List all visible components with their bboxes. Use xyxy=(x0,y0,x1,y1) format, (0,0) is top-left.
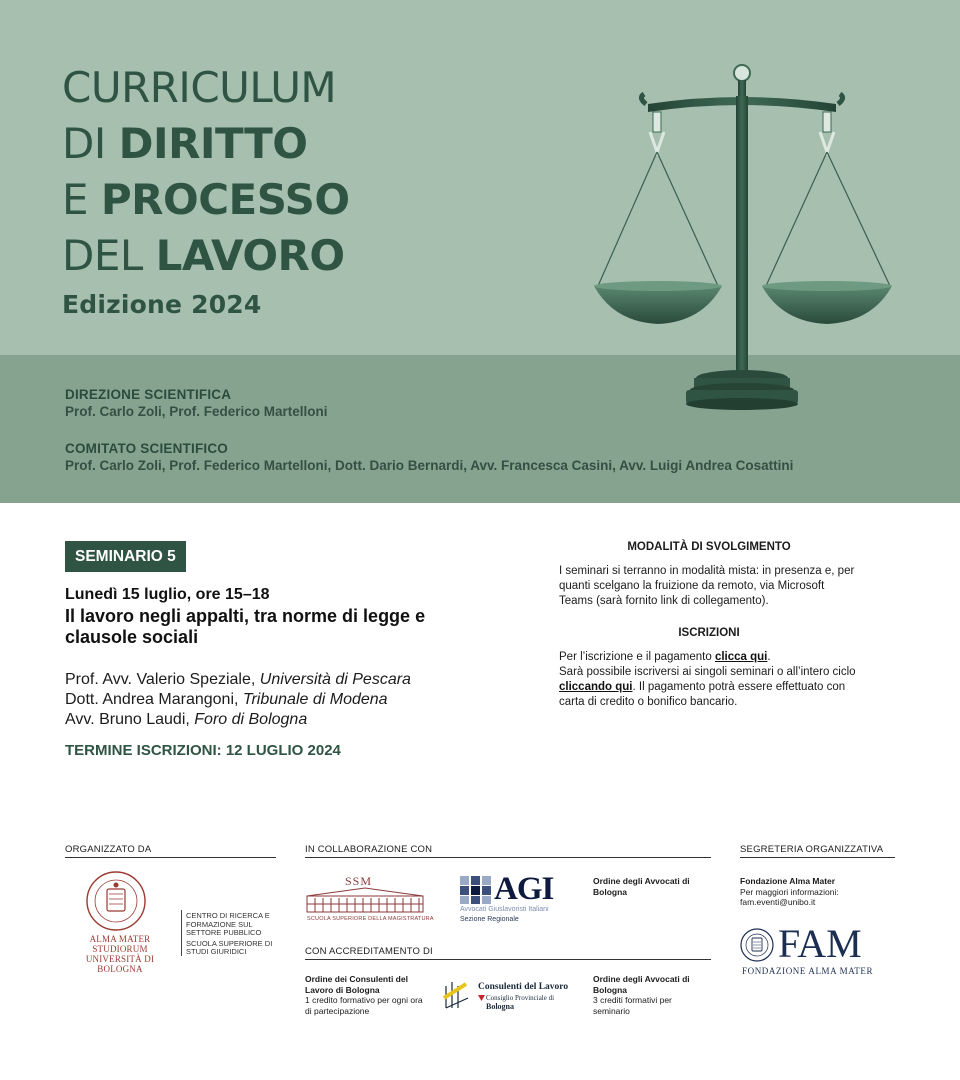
segreteria-heading: SEGRETERIA ORGANIZZATIVA xyxy=(740,844,884,855)
comitato-names: Prof. Carlo Zoli, Prof. Federico Martelloni, Dott. Dario Bernardi, Avv. Francesca Casini, Avv. Luigi Andrea Cosattini xyxy=(65,458,794,473)
speaker-item: Prof. Avv. Valerio Speziale, Università di Pescara xyxy=(65,671,411,688)
consulenti-accreditation: Ordine dei Consulenti del Lavoro di Bologna 1 credito formativo per ogni ora di partecipazione xyxy=(305,974,423,1016)
registration-deadline: TERMINE ISCRIZIONI: 12 LUGLIO 2024 xyxy=(65,742,341,759)
organizzato-heading: ORGANIZZATO DA xyxy=(65,844,152,855)
fam-logo: FAM FONDAZIONE ALMA MATER xyxy=(742,921,874,976)
ssm-building-icon xyxy=(305,886,425,914)
iscrizioni-text: Per l’iscrizione e il pagamento clicca qui. Sarà possibile iscriversi ai singoli seminari o all’intero ciclo cliccando qui. Il pagamento potrà essere effettuato con carta di credito o bonifico bancario. xyxy=(559,651,856,708)
justice-scale-icon xyxy=(590,60,910,420)
red-triangle-icon xyxy=(478,995,485,1001)
segreteria-email[interactable]: fam.eventi@unibo.it xyxy=(740,897,816,907)
title-line-1: CURRICULUM xyxy=(62,63,337,112)
divider xyxy=(305,857,711,858)
modalita-text: I seminari si terranno in modalità mista: in presenza e, per quanti scelgano la fruizione da remoto, via Microsoft Teams (sarà fornito link di collegamento). xyxy=(559,565,855,607)
accreditamento-heading: CON ACCREDITAMENTO DI xyxy=(305,946,433,957)
divider xyxy=(65,857,276,858)
unibo-seal-icon xyxy=(85,870,147,932)
title-line-2: DI DIRITTO xyxy=(62,119,308,168)
ordine-avvocati-collab: Ordine degli Avvocati di Bologna xyxy=(593,876,690,897)
unibo-name: ALMA MATER STUDIORUM UNIVERSITÀ DI BOLOGNA xyxy=(85,934,155,974)
iscrizioni-heading: ISCRIZIONI xyxy=(678,627,740,639)
consulenti-mark-icon xyxy=(440,978,474,1012)
consulenti-logo: Consulenti del Lavoro Consiglio Provinciale di Bologna xyxy=(440,976,580,1016)
register-full-cycle-link[interactable]: cliccando qui xyxy=(559,681,633,693)
direzione-heading: DIREZIONE SCIENTIFICA xyxy=(65,387,232,402)
title-line-4: DEL LAVORO xyxy=(62,231,345,280)
direzione-names: Prof. Carlo Zoli, Prof. Federico Martelloni xyxy=(65,404,328,419)
collaborazione-heading: IN COLLABORAZIONE CON xyxy=(305,844,433,855)
seminar-title: Il lavoro negli appalti, tra norme di legge e clausole sociali xyxy=(65,606,426,647)
divider xyxy=(740,857,895,858)
avvocati-accreditation: Ordine degli Avvocati di Bologna 3 crediti formativi per seminario xyxy=(593,974,690,1016)
speaker-item: Dott. Andrea Marangoni, Tribunale di Modena xyxy=(65,691,388,708)
seminar-badge: SEMINARIO 5 xyxy=(65,541,186,572)
edition-label: Edizione 2024 xyxy=(62,290,262,319)
seminar-date: Lunedì 15 luglio, ore 15–18 xyxy=(65,586,270,603)
info-column xyxy=(559,540,859,710)
divider xyxy=(181,910,182,956)
register-link[interactable]: clicca qui xyxy=(714,651,768,663)
unibo-logo xyxy=(65,870,285,974)
unibo-departments: CENTRO DI RICERCA E FORMAZIONE SUL SETTORE PUBBLICO SCUOLA SUPERIORE DI STUDI GIURIDICI xyxy=(186,911,273,956)
ssm-logo: SSM SCUOLA SUPERIORE DELLA MAGISTRATURA xyxy=(307,874,434,922)
agi-mark-icon xyxy=(460,876,492,904)
speakers-list xyxy=(65,670,411,730)
comitato-block xyxy=(65,441,793,473)
page-title xyxy=(62,60,350,319)
modalita-heading: MODALITÀ DI SVOLGIMENTO xyxy=(627,541,791,553)
title-line-3: E PROCESSO xyxy=(62,175,350,224)
divider xyxy=(305,959,711,960)
comitato-heading: COMITATO SCIENTIFICO xyxy=(65,441,228,456)
fam-seal-icon xyxy=(740,928,774,962)
segreteria-info: Fondazione Alma Mater Per maggiori informazioni: fam.eventi@unibo.it xyxy=(740,876,890,908)
agi-logo: AGI Avvocati Giuslavoristi Italiani Sezione Regionale xyxy=(460,871,554,923)
committee-section xyxy=(65,387,793,473)
speaker-item: Avv. Bruno Laudi, Foro di Bologna xyxy=(65,711,308,728)
